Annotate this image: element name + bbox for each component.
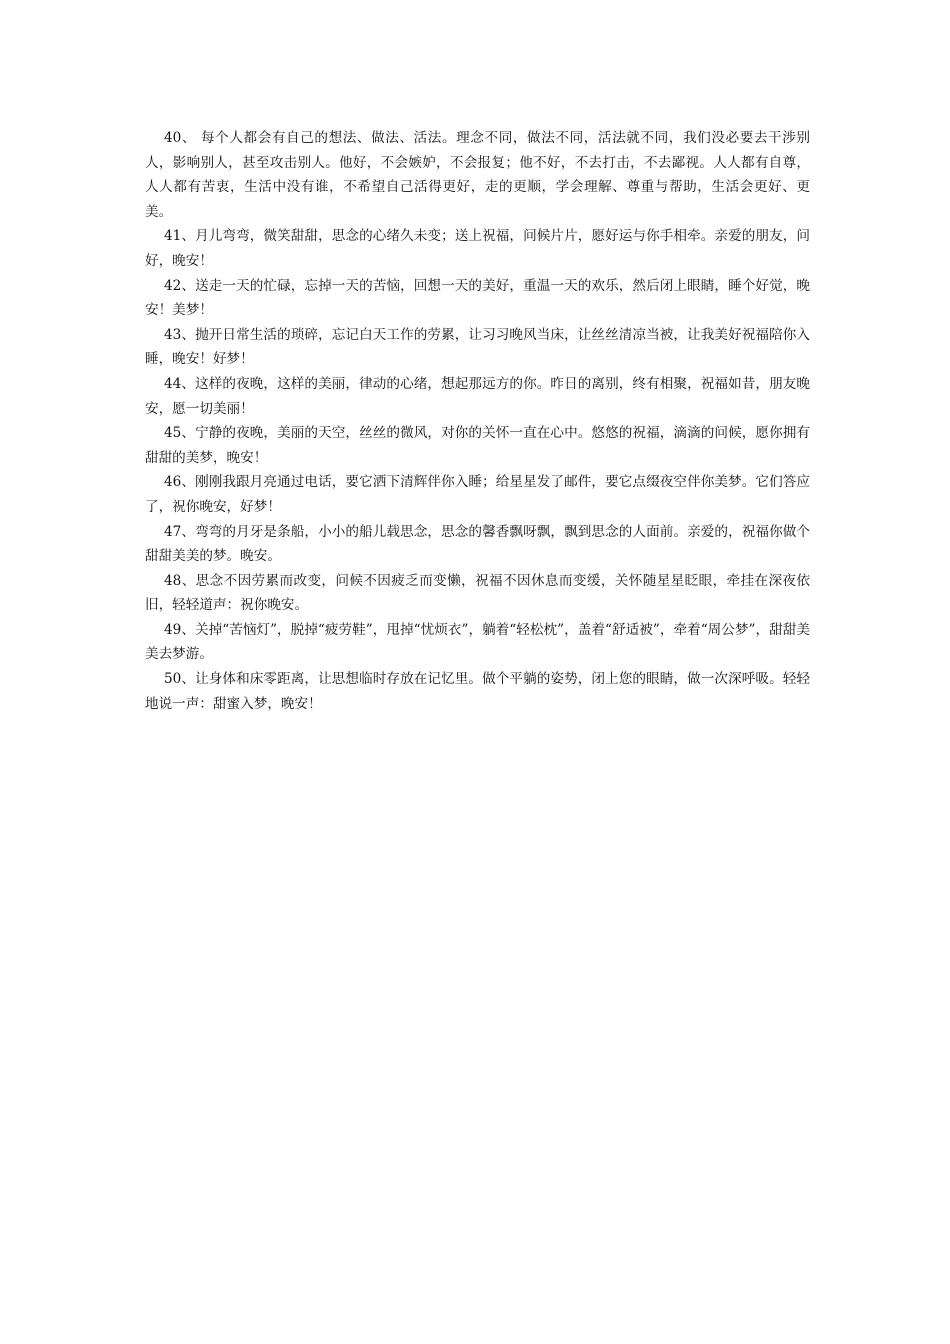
paragraph-46: 46、刚刚我跟月亮通过电话，要它洒下清辉伴你入睡；给星星发了邮件，要它点缀夜空伴你美梦。它们答应了，祝你晚安，好梦！ <box>145 474 810 515</box>
paragraph-49: 49、关掉“苦恼灯”，脱掉“疲劳鞋”，甩掉“忧烦衣”，躺着“轻松枕”，盖着“舒适被”，牵着“周公梦”，甜甜美美去梦游。 <box>145 621 810 663</box>
paragraph-40: 40、 每个人都会有自己的想法、做法、活法。理念不同，做法不同，活法就不同，我们没必要去干涉别人，影响别人，甚至攻击别人。他好，不会嫉妒，不会报复；他不好，不去打击，不去鄙视。人人都有自尊，人人都有苦衷，生活中没有谁，不希望自己活得更好，走的更顺，学会理解、尊重与帮助，生活会更好、更美。 <box>145 130 810 220</box>
paragraph-48: 48、思念不因劳累而改变，问候不因疲乏而变懒，祝福不因休息而变缓，关怀随星星眨眼，牵挂在深夜依旧，轻轻道声：祝你晚安。 <box>145 572 810 614</box>
paragraph-42: 42、送走一天的忙碌，忘掉一天的苦恼，回想一天的美好，重温一天的欢乐，然后闭上眼睛，睡个好觉，晚安！美梦！ <box>145 277 810 319</box>
document-body <box>145 126 810 716</box>
paragraph-50: 50、让身体和床零距离，让思想临时存放在记忆里。做个平躺的姿势，闭上您的眼睛，做一次深呼吸。轻轻地说一声：甜蜜入梦，晚安！ <box>145 671 810 712</box>
paragraph-45: 45、宁静的夜晚，美丽的天空，丝丝的微风，对你的关怀一直在心中。悠悠的祝福，滴滴的问候，愿你拥有甜甜的美梦，晚安！ <box>145 425 810 466</box>
paragraph-41: 41、月儿弯弯，微笑甜甜，思念的心绪久未变；送上祝福，问候片片，愿好运与你手相牵。亲爱的朋友，问好，晚安！ <box>145 228 810 269</box>
paragraph-43: 43、抛开日常生活的琐碎，忘记白天工作的劳累，让习习晚风当床，让丝丝清凉当被，让我美好祝福陪你入睡，晚安！好梦！ <box>145 326 810 368</box>
paragraph-47: 47、弯弯的月牙是条船，小小的船儿载思念，思念的馨香飘呀飘，飘到思念的人面前。亲爱的，祝福你做个甜甜美美的梦。晚安。 <box>145 523 810 565</box>
paragraph-44: 44、这样的夜晚，这样的美丽，律动的心绪，想起那远方的你。昨日的离别，终有相聚，祝福如昔，朋友晚安，愿一切美丽！ <box>145 375 810 417</box>
